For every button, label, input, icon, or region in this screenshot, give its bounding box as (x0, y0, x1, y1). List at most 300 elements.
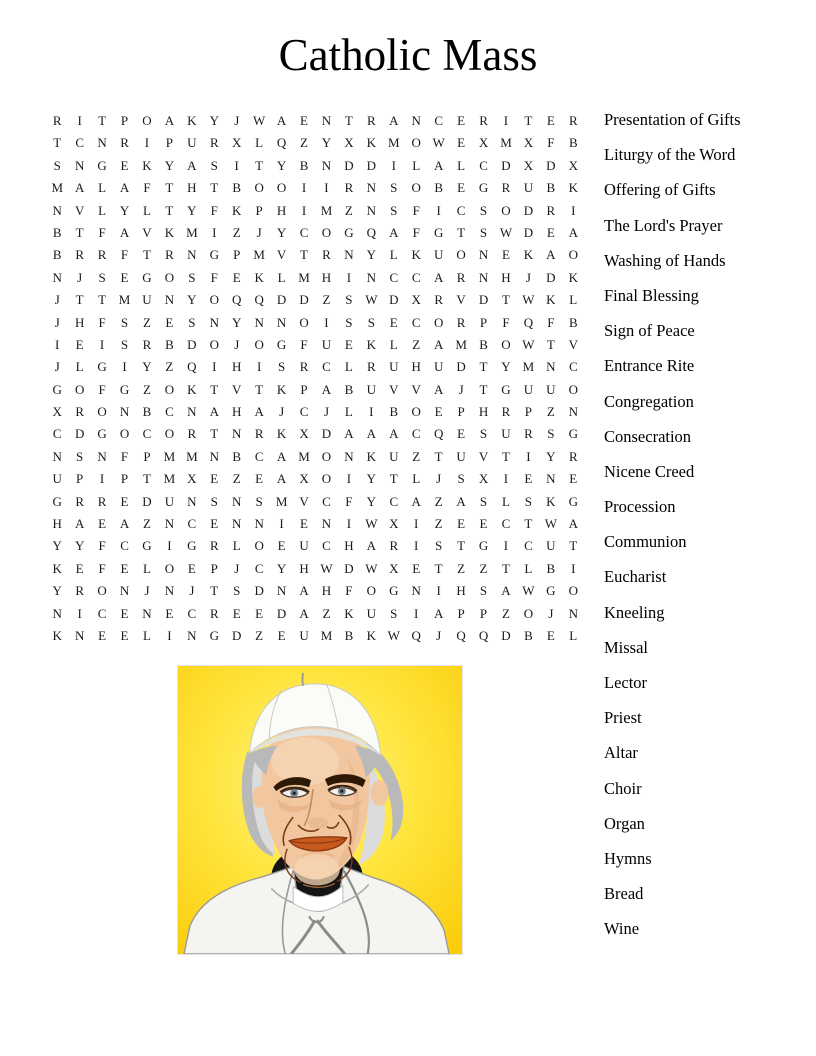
grid-letter: T (457, 224, 466, 240)
grid-row (46, 356, 585, 378)
grid-letter: S (524, 493, 533, 509)
grid-row (46, 379, 585, 401)
grid-letter: K (366, 448, 377, 464)
grid-letter: R (546, 202, 556, 218)
grid-letter: X (232, 135, 242, 151)
grid-letter: Y (119, 202, 130, 218)
grid-letter: N (187, 627, 197, 643)
grid-letter: E (546, 113, 555, 128)
grid-letter: I (346, 471, 352, 487)
grid-letter: V (232, 381, 242, 397)
grid-letter: U (321, 336, 332, 352)
grid-letter: F (98, 381, 106, 397)
grid-letter: T (210, 426, 219, 442)
grid-letter: N (276, 314, 287, 330)
word-list-item: Entrance Rite (604, 356, 695, 376)
grid-letter: C (187, 605, 197, 621)
grid-letter: T (524, 516, 533, 532)
page-title: Catholic Mass (278, 30, 538, 80)
grid-letter: F (502, 314, 510, 330)
grid-letter: M (163, 471, 176, 487)
grid-letter: W (522, 336, 535, 352)
grid-letter: B (344, 627, 354, 643)
grid-letter: A (433, 605, 444, 621)
grid-letter: N (232, 516, 242, 532)
grid-letter: D (254, 583, 264, 599)
grid-letter: N (366, 269, 377, 285)
grid-letter: H (321, 269, 332, 285)
grid-letter: Y (187, 292, 197, 308)
grid-letter: Y (366, 493, 377, 509)
grid-letter: G (97, 426, 107, 442)
grid-letter: H (232, 404, 242, 420)
grid-letter: W (544, 516, 557, 532)
grid-letter: M (298, 269, 310, 285)
grid-letter: A (299, 605, 309, 621)
grid-letter: J (234, 560, 240, 576)
grid-letter: L (412, 157, 421, 173)
grid-letter: A (119, 224, 130, 240)
grid-letter: A (119, 516, 130, 532)
grid-letter: N (366, 180, 377, 196)
grid-letter: U (366, 605, 377, 621)
grid-row (46, 535, 585, 557)
grid-letter: M (51, 180, 63, 196)
grid-letter: Z (434, 516, 443, 532)
grid-letter: H (456, 583, 466, 599)
grid-letter: E (210, 471, 219, 487)
grid-letter: A (389, 426, 399, 442)
grid-letter: S (210, 493, 218, 509)
grid-letter: J (458, 381, 464, 397)
word-list-item: Priest (604, 708, 642, 728)
grid-letter: K (187, 381, 197, 397)
grid-letter: D (344, 157, 354, 173)
grid-letter: N (209, 448, 219, 464)
grid-letter: Y (74, 538, 85, 554)
grid-letter: A (433, 157, 444, 173)
grid-letter: U (187, 135, 197, 151)
grid-letter: Q (276, 135, 287, 151)
grid-letter: E (120, 605, 129, 621)
grid-letter: E (255, 605, 264, 621)
grid-letter: S (98, 269, 106, 285)
grid-letter: L (412, 471, 421, 487)
grid-letter: L (344, 359, 353, 375)
grid-letter: F (120, 448, 129, 464)
grid-letter: G (501, 381, 511, 397)
grid-letter: B (389, 404, 399, 420)
grid-letter: I (571, 202, 576, 218)
grid-row (46, 558, 585, 580)
grid-letter: I (167, 627, 172, 643)
grid-letter: T (210, 381, 219, 397)
grid-letter: S (479, 493, 488, 509)
grid-letter: J (436, 627, 442, 643)
grid-letter: G (433, 224, 444, 240)
grid-letter: B (165, 336, 174, 352)
grid-letter: E (98, 516, 107, 532)
grid-letter: D (276, 605, 287, 621)
grid-letter: M (298, 448, 310, 464)
word-list-item: Washing of Hands (604, 250, 726, 270)
pope-francis-illustration (177, 665, 463, 955)
grid-letter: A (568, 516, 578, 532)
grid-letter: C (479, 157, 488, 173)
grid-letter: X (187, 471, 197, 487)
grid-letter: Q (478, 627, 489, 643)
grid-letter: O (97, 583, 107, 599)
grid-letter: A (411, 493, 421, 509)
word-list-item: Bread (604, 884, 644, 904)
grid-letter: M (275, 493, 288, 509)
grid-letter: J (189, 583, 195, 599)
grid-letter: H (74, 314, 85, 330)
grid-letter: P (255, 202, 263, 218)
grid-letter: Z (546, 404, 555, 420)
grid-letter: N (254, 516, 264, 532)
grid-letter: R (209, 605, 219, 621)
grid-letter: U (389, 359, 399, 375)
grid-letter: L (98, 180, 107, 196)
grid-letter: G (142, 538, 152, 554)
grid-letter: U (52, 471, 62, 487)
grid-letter: K (187, 113, 197, 128)
grid-letter: A (501, 583, 511, 599)
grid-letter: L (75, 359, 84, 375)
grid-letter: O (321, 448, 332, 464)
grid-letter: N (187, 247, 197, 263)
word-list-item: The Lord's Prayer (604, 215, 723, 235)
grid-letter: A (366, 538, 377, 554)
grid-letter: O (299, 314, 309, 330)
grid-letter: A (276, 448, 287, 464)
grid-row (46, 222, 585, 244)
grid-letter: N (411, 583, 421, 599)
grid-letter: G (568, 493, 578, 509)
grid-letter: D (501, 627, 511, 643)
grid-letter: G (52, 381, 62, 397)
grid-letter: V (299, 493, 309, 509)
grid-letter: I (301, 202, 307, 218)
grid-letter: S (390, 180, 398, 196)
grid-letter: U (299, 627, 309, 643)
grid-letter: O (164, 381, 175, 397)
grid-letter: O (164, 426, 175, 442)
grid-letter: O (254, 538, 264, 554)
grid-letter: S (120, 336, 129, 352)
grid-letter: A (276, 471, 287, 487)
grid-letter: X (299, 426, 309, 442)
word-list-item: Organ (604, 813, 645, 833)
grid-letter: T (98, 292, 107, 308)
grid-letter: O (276, 180, 287, 196)
grid-letter: Y (276, 157, 287, 173)
grid-letter: E (277, 627, 286, 643)
grid-letter: V (276, 247, 287, 263)
grid-letter: I (167, 538, 172, 554)
grid-row (46, 244, 585, 266)
grid-letter: O (164, 560, 175, 576)
grid-letter: R (299, 359, 309, 375)
grid-letter: Z (165, 359, 174, 375)
grid-letter: X (411, 292, 421, 308)
word-list-item: Consecration (604, 426, 692, 446)
grid-letter: Q (523, 314, 534, 330)
grid-letter: N (254, 314, 264, 330)
grid-letter: U (164, 493, 175, 509)
grid-row (46, 580, 585, 602)
grid-letter: N (74, 157, 85, 173)
grid-letter: C (411, 426, 421, 442)
grid-letter: M (163, 448, 176, 464)
grid-letter: O (321, 471, 332, 487)
grid-letter: C (52, 426, 62, 442)
grid-letter: A (164, 113, 175, 128)
grid-letter: L (142, 560, 151, 576)
grid-letter: W (365, 560, 378, 576)
grid-row (46, 155, 585, 177)
grid-letter: J (234, 113, 240, 128)
grid-letter: J (256, 224, 262, 240)
grid-letter: L (569, 292, 578, 308)
grid-letter: F (547, 135, 555, 151)
grid-letter: R (120, 135, 129, 151)
word-list-item: Sign of Peace (604, 321, 695, 341)
grid-letter: R (75, 247, 84, 263)
grid-letter: Q (411, 627, 421, 643)
grid-row (46, 289, 585, 311)
grid-letter: M (320, 627, 333, 643)
grid-letter: R (142, 336, 152, 352)
grid-letter: S (76, 448, 84, 464)
grid-letter: I (571, 560, 576, 576)
grid-letter: T (142, 471, 151, 487)
grid-letter: K (411, 247, 421, 263)
grid-letter: G (187, 538, 197, 554)
grid-letter: E (501, 247, 510, 263)
grid-letter: O (142, 113, 152, 128)
grid-letter: F (547, 314, 555, 330)
grid-letter: S (479, 202, 488, 218)
grid-letter: C (299, 404, 309, 420)
grid-letter: I (391, 157, 396, 173)
grid-letter: F (345, 583, 353, 599)
grid-letter: K (232, 202, 242, 218)
grid-letter: E (187, 560, 196, 576)
grid-letter: B (52, 247, 62, 263)
grid-letter: G (344, 224, 354, 240)
grid-letter: T (434, 560, 443, 576)
grid-letter: I (212, 224, 217, 240)
grid-letter: S (120, 314, 129, 330)
grid-letter: R (524, 426, 533, 442)
grid-letter: D (321, 426, 332, 442)
grid-letter: D (546, 157, 556, 173)
grid-letter: T (165, 180, 174, 196)
grid-letter: N (142, 605, 152, 621)
grid-letter: D (501, 157, 511, 173)
grid-letter: X (478, 471, 489, 487)
grid-letter: E (75, 336, 84, 352)
grid-letter: L (524, 560, 533, 576)
grid-letter: S (367, 314, 375, 330)
grid-letter: H (501, 269, 511, 285)
grid-letter: E (389, 314, 398, 330)
grid-letter: D (299, 292, 309, 308)
grid-letter: K (568, 180, 578, 196)
grid-letter: E (232, 269, 241, 285)
grid-letter: F (300, 336, 308, 352)
grid-letter: R (434, 292, 443, 308)
grid-letter: T (479, 381, 488, 397)
grid-letter: E (300, 113, 308, 128)
grid-letter: N (344, 448, 354, 464)
grid-letter: E (120, 627, 129, 643)
grid-letter: B (524, 627, 533, 643)
pope-portrait-svg (178, 666, 462, 954)
grid-letter: T (546, 336, 555, 352)
grid-letter: O (321, 224, 332, 240)
grid-letter: U (456, 448, 466, 464)
grid-letter: G (97, 359, 107, 375)
grid-letter: I (369, 404, 374, 420)
grid-letter: E (300, 516, 308, 532)
grid-letter: E (232, 605, 241, 621)
grid-letter: E (165, 314, 174, 330)
grid-letter: B (546, 180, 556, 196)
grid-letter: W (522, 292, 535, 308)
grid-letter: M (522, 359, 535, 375)
grid-letter: K (164, 224, 175, 240)
grid-letter: A (209, 404, 219, 420)
grid-letter: F (412, 224, 420, 240)
grid-letter: D (523, 224, 534, 240)
grid-letter: I (503, 471, 509, 487)
grid-letter: N (568, 404, 578, 420)
grid-row (46, 513, 585, 535)
grid-letter: G (209, 627, 219, 643)
grid-letter: Y (276, 224, 287, 240)
grid-letter: T (255, 381, 264, 397)
grid-letter: X (389, 560, 399, 576)
grid-letter: A (366, 426, 377, 442)
grid-letter: C (322, 493, 331, 509)
grid-letter: V (142, 224, 152, 240)
grid-letter: S (277, 359, 286, 375)
grid-letter: G (209, 247, 219, 263)
grid-letter: W (320, 560, 333, 576)
grid-letter: B (232, 448, 242, 464)
grid-letter: R (367, 359, 376, 375)
grid-letter: P (165, 135, 174, 151)
grid-letter: B (232, 180, 242, 196)
word-list-item: Choir (604, 778, 642, 798)
grid-letter: Q (187, 359, 197, 375)
grid-row (46, 401, 585, 423)
grid-letter: A (433, 336, 444, 352)
grid-letter: A (187, 157, 197, 173)
grid-letter: I (346, 516, 352, 532)
grid-letter: K (52, 560, 62, 576)
grid-letter: A (299, 583, 309, 599)
grid-letter: N (52, 202, 62, 218)
grid-letter: M (455, 336, 467, 352)
grid-letter: V (411, 381, 421, 397)
grid-letter: Z (142, 381, 151, 397)
grid-letter: Q (456, 627, 466, 643)
grid-letter: I (414, 538, 419, 554)
grid-letter: C (389, 269, 399, 285)
grid-letter: I (436, 202, 441, 218)
grid-letter: N (478, 247, 489, 263)
grid-letter: H (344, 538, 354, 554)
grid-row (46, 603, 585, 625)
grid-letter: E (120, 560, 129, 576)
grid-letter: I (77, 605, 82, 621)
grid-row (46, 200, 585, 222)
grid-row (46, 423, 585, 445)
grid-letter: Y (366, 471, 377, 487)
grid-letter: D (456, 359, 466, 375)
grid-letter: S (188, 314, 196, 330)
word-list-item: Nicene Creed (604, 461, 695, 481)
word-list-item: Wine (604, 919, 640, 939)
grid-letter: W (432, 135, 445, 151)
grid-letter: F (210, 202, 218, 218)
grid-letter: K (254, 269, 264, 285)
grid-letter: I (99, 336, 105, 352)
grid-letter: Y (52, 538, 62, 554)
grid-letter: T (479, 359, 488, 375)
grid-letter: E (98, 627, 107, 643)
grid-letter: N (209, 314, 219, 330)
grid-letter: C (568, 359, 578, 375)
grid-letter: Q (232, 292, 242, 308)
grid-letter: Z (255, 627, 264, 643)
grid-letter: R (479, 113, 488, 128)
grid-letter: E (75, 560, 84, 576)
grid-letter: B (52, 224, 62, 240)
grid-letter: S (345, 292, 353, 308)
grid-letter: O (119, 426, 130, 442)
grid-letter: R (568, 113, 578, 128)
grid-letter: O (254, 180, 264, 196)
grid-letter: X (568, 157, 578, 173)
grid-letter: E (255, 471, 264, 487)
grid-letter: T (75, 292, 84, 308)
grid-letter: D (74, 426, 85, 442)
grid-letter: E (277, 538, 286, 554)
grid-letter: K (568, 269, 578, 285)
grid-letter: Y (232, 314, 242, 330)
grid-letter: S (457, 471, 465, 487)
grid-letter: B (479, 336, 488, 352)
grid-letter: R (187, 426, 197, 442)
grid-letter: I (55, 336, 60, 352)
grid-letter: I (122, 359, 127, 375)
word-list (604, 110, 741, 955)
grid-letter: R (209, 538, 219, 554)
word-list-item: Communion (604, 532, 687, 552)
grid-row (46, 334, 585, 356)
letter-grid (46, 110, 585, 647)
grid-letter: C (411, 269, 421, 285)
grid-letter: R (456, 269, 466, 285)
grid-letter: M (186, 448, 198, 464)
grid-letter: B (568, 314, 578, 330)
grid-letter: N (97, 448, 107, 464)
